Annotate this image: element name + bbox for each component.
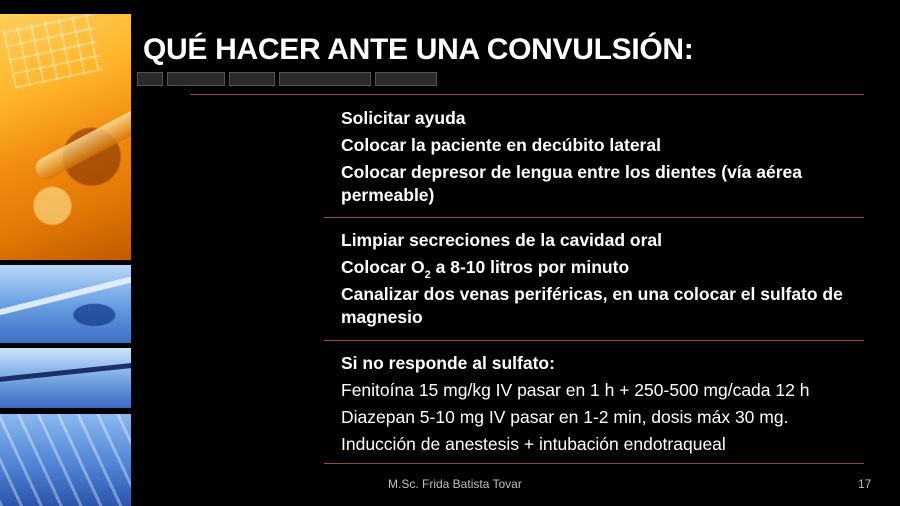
medical-photo-orange [0, 14, 131, 260]
divider-top [190, 94, 864, 95]
list-item: Fenitoína 15 mg/kg IV pasar en 1 h + 250-500 mg/cada 12 h [341, 380, 810, 400]
list-item: Colocar la paciente en decúbito lateral [341, 135, 661, 155]
divider-2 [324, 340, 864, 341]
list-item: Solicitar ayuda [341, 108, 466, 128]
slide-title: QUÉ HACER ANTE UNA CONVULSIÓN: [143, 33, 694, 66]
medical-photo-stethoscope [0, 265, 131, 343]
footer-author: M.Sc. Frida Batista Tovar [388, 477, 522, 491]
decorative-bar [137, 72, 497, 84]
section-initial-steps [341, 107, 861, 211]
list-item: Colocar $O_2$ a 8-10 litros por minuto [341, 257, 630, 281]
page-number: 17 [858, 477, 872, 491]
list-item: Diazepan 5-10 mg IV pasar en 1-2 min, dosis máx 30 mg. [341, 407, 789, 427]
section-supportive-steps [341, 229, 861, 333]
divider-bottom [324, 463, 864, 464]
section-no-response [341, 352, 861, 460]
list-item: Canalizar dos venas periféricas, en una colocar el sulfato de magnesio [341, 284, 843, 327]
list-item: Inducción de anestesis + intubación endotraqueal [341, 434, 726, 454]
divider-1 [324, 217, 864, 218]
list-item: Limpiar secreciones de la cavidad oral [341, 230, 662, 250]
medical-photo-instruments [0, 348, 131, 408]
section-heading: Si no responde al sulfato: [341, 353, 555, 373]
medical-photo-syringe [0, 414, 131, 506]
list-item: Colocar depresor de lengua entre los dientes (vía aérea permeable) [341, 162, 802, 205]
